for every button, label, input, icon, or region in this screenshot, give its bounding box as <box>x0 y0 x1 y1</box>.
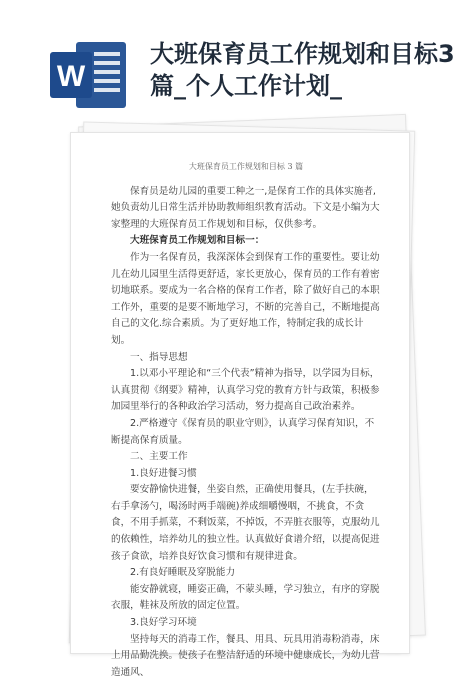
paragraph: 1.良好进餐习惯 <box>130 467 197 479</box>
document-page <box>70 132 410 678</box>
page-header <box>0 0 474 118</box>
paragraph: 2.严格遵守《保育员的职业守则》，认真学习保育知识，不断提高保育质量。 <box>111 417 375 446</box>
paragraph: 大班保育员工作规划和目标一： <box>130 235 265 247</box>
paragraph: 要安静愉快进餐，坐姿自然，正确使用餐具，(左手扶碗，右手拿汤勺，喝汤时两手端碗)养成细嚼慢咽，不挑食，不贪食，不用手抓菜，不剩饭菜，不掉饭，不弄脏衣服等，克服幼儿的依赖性，培养幼儿的独立性。认真做好食谱介绍，以提高促进孩子食欲，培养良好饮食习惯和有规律进食。 <box>111 484 380 562</box>
paragraph: 二、主要工作 <box>130 451 188 463</box>
word-document-icon <box>50 42 126 108</box>
running-header: 大班保育员工作规划和目标 3 篇 <box>188 162 304 171</box>
paragraph: 坚持每天的消毒工作，餐具、用具、玩具用消毒粉消毒，床上用品勤洗换。使孩子在整洁舒适的环境中健康成长，为幼儿营造通风、 <box>111 633 380 678</box>
paragraph: 3.良好学习环境 <box>130 617 197 629</box>
document-body <box>71 133 409 681</box>
paragraph: 2.有良好睡眠及穿脱能力 <box>130 567 236 579</box>
paragraph: 保育员是幼儿园的重要工种之一,是保育工作的具体实施者,她负责幼儿日常生活并协助教师组织教育活动。下文是小编为大家整理的大班保育员工作规划和目标，仅供参考。 <box>111 185 380 230</box>
paragraph: 能安静就寝，睡姿正确，不蒙头睡，学习独立，有序的穿脱衣服，鞋袜及所放的固定位置。 <box>111 583 380 612</box>
word-icon-letter: W <box>56 60 86 93</box>
document-preview <box>70 120 420 678</box>
paragraph: 一、指导思想 <box>130 351 188 363</box>
page-title: 大班保育员工作规划和目标3篇_个人工作计划_ <box>150 40 455 100</box>
paragraph: 作为一名保育员，我深深体会到保育工作的重要性。要让幼儿在幼儿园里生活得更舒适，家长更放心，保育员的工作有着密切地联系。要成为一名合格的保育工作者，除了做好自己的本职工作外，重要的是要不断地学习，不断的完善自己，不断地提高自己的文化.综合素质。为了更好地工作，特制定我的成长计划。 <box>111 251 380 346</box>
paragraph-list <box>111 184 381 681</box>
paragraph: 1.以邓小平理论和“三个代表”精神为指导，以学园为目标，认真贯彻《纲要》精神，认真学习党的教育方针与政策，积极参加园里举行的各种政治学习活动，努力提高自己政治素养。 <box>111 368 380 413</box>
